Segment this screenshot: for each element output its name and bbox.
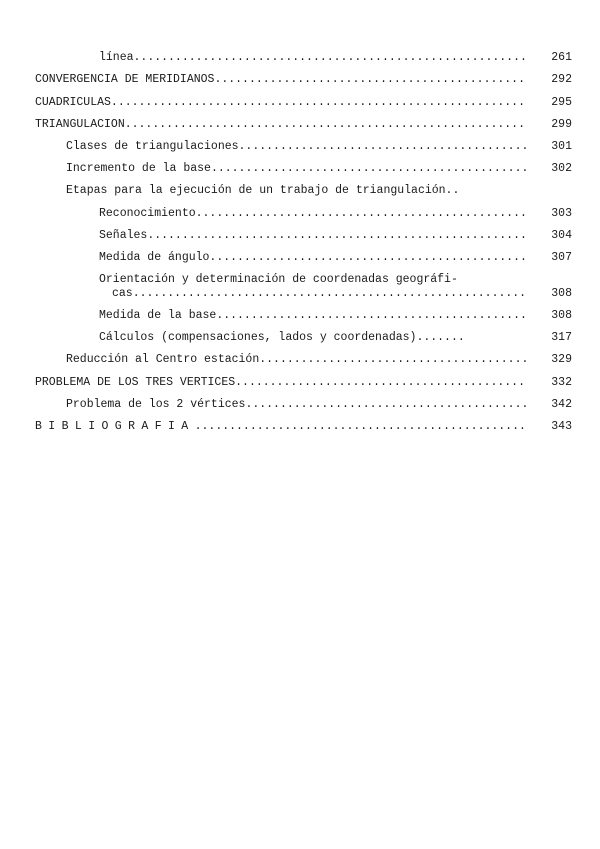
toc-entry-text	[0, 73, 526, 87]
toc-entry-title: Incremento de la base	[66, 162, 211, 176]
toc-entry	[0, 243, 600, 265]
toc-entry	[0, 390, 600, 412]
toc-entry-text	[0, 140, 526, 154]
toc-entry	[0, 43, 600, 65]
dot-leader	[196, 207, 526, 221]
toc-entry-title: Reducción al Centro estación	[66, 353, 260, 367]
toc-entry-title: Problema de los 2 vértices	[66, 397, 246, 411]
toc-entry-title: Orientación y determinación de coordenadas geográfi-	[99, 272, 458, 286]
dot-leader	[111, 96, 526, 110]
toc-entry	[0, 154, 600, 176]
toc-entry	[0, 345, 600, 367]
toc-entry	[0, 87, 600, 109]
toc-entry-text	[0, 420, 526, 434]
dot-leader	[235, 376, 526, 390]
toc-entry-text	[0, 207, 526, 221]
toc-entry-title: Medida de ángulo	[99, 250, 210, 264]
dot-leader	[125, 118, 526, 132]
toc-entry-text	[0, 184, 526, 198]
toc-entry-title: línea	[99, 51, 134, 65]
toc-entry-title: Medida de la base	[99, 309, 217, 323]
toc-entry-title: TRIANGULACION	[35, 117, 125, 131]
toc-entry-text	[0, 398, 526, 412]
toc-entry-title: CONVERGENCIA DE MERIDIANOS	[35, 73, 215, 87]
toc-entry	[0, 412, 600, 434]
toc-page-number: 329	[551, 353, 572, 367]
toc-entry	[0, 198, 600, 220]
toc-entry-title: Clases de triangulaciones	[66, 139, 239, 153]
toc-page-number: 302	[551, 162, 572, 176]
toc-page-number: 299	[551, 117, 572, 131]
dot-leader	[245, 398, 526, 412]
toc-entry	[0, 367, 600, 389]
toc-entry	[0, 176, 600, 198]
toc-entry-text	[0, 309, 526, 323]
dot-leader	[214, 73, 526, 87]
toc-page-number: 301	[551, 139, 572, 153]
toc-entry-title: PROBLEMA DE LOS TRES VERTICES	[35, 375, 236, 389]
dot-leader	[211, 162, 526, 176]
toc-page-number: 303	[551, 206, 572, 220]
toc-entry-title: Señales	[99, 228, 148, 242]
toc-entry-text	[0, 118, 526, 132]
toc-page-number: 295	[551, 95, 572, 109]
dot-leader	[216, 309, 526, 323]
toc-entry-text	[0, 162, 526, 176]
toc-page-number: 332	[551, 375, 572, 389]
toc-entry	[0, 65, 600, 87]
toc-entry-text	[0, 51, 526, 65]
toc-page-number: 307	[551, 250, 572, 264]
toc-page-number: 317	[551, 331, 572, 345]
dot-leader	[259, 353, 526, 367]
toc-entry-title: CUADRICULAS	[35, 95, 111, 109]
toc-entry-text	[0, 353, 526, 367]
dot-leader	[239, 140, 526, 154]
toc-page-number: 342	[551, 397, 572, 411]
table-of-contents	[0, 43, 600, 434]
toc-page-number: 308	[551, 286, 572, 300]
dot-leader	[195, 420, 526, 434]
toc-entry	[0, 301, 600, 323]
toc-entry-title: BIBLIOGRAFIA	[35, 420, 195, 433]
toc-entry-text	[0, 229, 526, 243]
toc-page-number: 304	[551, 228, 572, 242]
toc-page-number: 343	[551, 420, 572, 433]
toc-entry-title: Etapas para la ejecución de un trabajo de triangulación..	[66, 184, 460, 198]
toc-entry-title: cas	[112, 286, 133, 300]
toc-entry-text	[0, 376, 526, 390]
dot-leader	[209, 251, 526, 265]
toc-entry-text	[0, 331, 526, 345]
toc-page-number: 261	[551, 51, 572, 65]
toc-entry-text	[0, 273, 526, 301]
dot-leader	[134, 51, 526, 65]
toc-entry	[0, 221, 600, 243]
toc-entry	[0, 323, 600, 345]
toc-entry-title: Cálculos (compensaciones, lados y coordenadas).......	[99, 331, 465, 345]
toc-entry-text	[0, 251, 526, 265]
toc-page-number: 292	[551, 73, 572, 87]
toc-page-number: 308	[551, 309, 572, 323]
dot-leader	[147, 229, 526, 243]
toc-entry-title: Reconocimiento	[99, 206, 196, 220]
toc-entry	[0, 265, 600, 301]
toc-entry	[0, 132, 600, 154]
toc-entry	[0, 110, 600, 132]
dot-leader	[133, 287, 526, 301]
toc-entry-text	[0, 96, 526, 110]
